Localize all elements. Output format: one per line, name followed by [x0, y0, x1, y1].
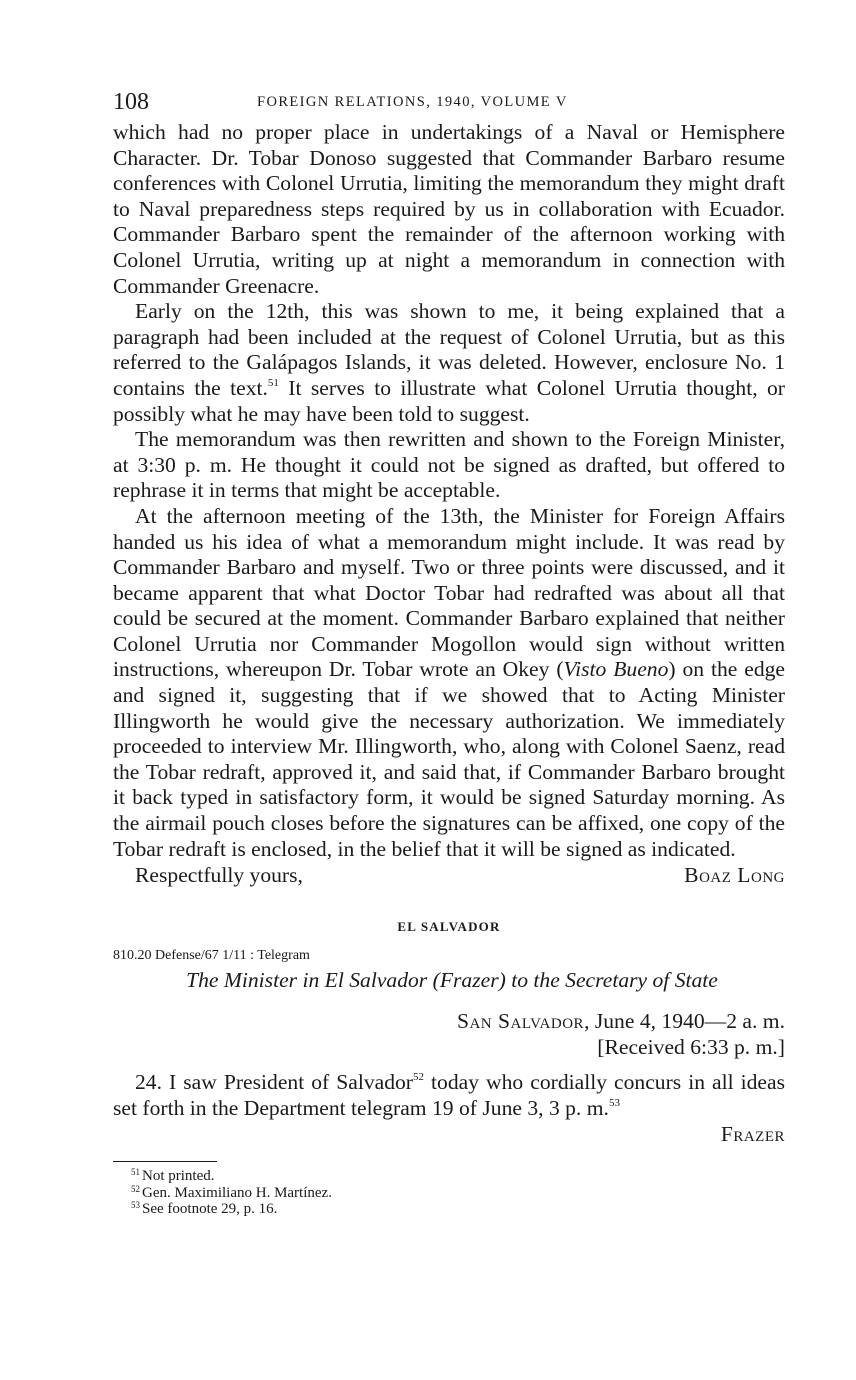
footnote-divider: [113, 1161, 217, 1162]
document-title-part1: The Minister in El Salvador (: [186, 968, 440, 993]
footnotes: [113, 1169, 785, 1219]
section-heading: EL SALVADOR: [397, 919, 501, 935]
footnote-text: See footnote 29, p. 16.: [142, 1201, 278, 1218]
document-title-name: Frazer: [439, 968, 499, 993]
footnote-51: [131, 1169, 785, 1186]
running-head: [113, 88, 785, 120]
footnote-mark: 51: [131, 1167, 140, 1178]
paragraph-2: [113, 299, 785, 427]
letter-closing: [113, 863, 785, 891]
footnote-text: Gen. Maximiliano H. Martínez.: [142, 1184, 332, 1201]
footnote-ref-53[interactable]: 53: [608, 1097, 620, 1109]
footnote-mark: 53: [131, 1200, 140, 1211]
page-number: 108: [113, 89, 149, 115]
italic-phrase: Visto Bueno: [563, 657, 669, 682]
paragraph-4-text-cont: ) on the edge and signed it, suggesting that if we showed that to Acting Minister Illingworth he would give the necessary authorization. We immediately proceeded to interview Mr. Illingworth, who, along with Colonel Saenz, read the Tobar redraft, approved it, and said that, if Commander Barbaro brought it back typed in satisfactory form, it would be signed Saturday morning. As the airmail pouch closes before the signatures can be affixed, one copy of the Tobar redraft is enclosed, in the belief that it will be signed as indicated.: [113, 657, 786, 861]
footnote-52: [131, 1183, 785, 1203]
complimentary-close: Respectfully yours,: [135, 863, 303, 888]
running-head-title: FOREIGN RELATIONS, 1940, VOLUME V: [257, 94, 568, 110]
footnote-text: Not printed.: [142, 1168, 215, 1185]
telegram-text-part2: today who cordially concurs in all ideas set forth in the Department telegram 19 of June 3, 3 p. m.: [113, 1070, 786, 1120]
paragraph-3: The memorandum was then rewritten and shown to the Foreign Minister, at 3:30 p. m. He thought it could not be signed as drafted, but offered to rephrase it in terms that might be acceptable.: [113, 427, 785, 503]
telegram-text-part1: 24. I saw President of Salvador: [135, 1070, 414, 1095]
paragraph-1: which had no proper place in undertakings of a Naval or Hemisphere Character. Dr. Tobar Donoso suggested that Commander Barbaro resume conferences with Colonel Urrutia, limiting the memorandum they might draft to Naval preparedness steps required by us in collaboration with Ecuador. Commander Barbaro spent the remainder of the afternoon working with Colonel Urrutia, writing up at night a memorandum in connection with Commander Greenacre.: [113, 120, 785, 298]
dateline-place: San Salvador: [456, 1009, 585, 1034]
paragraph-2-text-cont: It serves to illustrate what Colonel Urrutia thought, or possibly what he may have been told to suggest.: [113, 375, 785, 426]
footnote-53: [131, 1202, 785, 1219]
dateline: [113, 1009, 785, 1035]
document-title-part2: ) to the Secretary of State: [498, 968, 718, 993]
paragraph-4-text: At the afternoon meeting of the 13th, the Minister for Foreign Affairs handed us his idea of what a memorandum might include. It was read by Commander Barbaro and myself. Two or three points were discussed, and it became apparent that what Doctor Tobar had redrafted was about all that could be secured at the moment. Commander Barbaro explained that neither Colonel Urrutia nor Commander Mogollon would sign without written instructions, whereupon Dr. Tobar wrote an Okey (: [113, 503, 785, 682]
footnote-ref-52[interactable]: 52: [413, 1071, 425, 1084]
dateline-date: , June 4, 1940—2 a. m.: [584, 1009, 785, 1034]
document-page: [113, 88, 785, 1219]
paragraph-2-text: Early on the 12th, this was shown to me, it being explained that a paragraph had been included at the request of Colonel Urrutia, but as this referred to the Galápagos Islands, it was deleted. However, enclosure No. 1 contains the text.: [113, 299, 785, 400]
document-title: [113, 968, 785, 993]
signature-frazer: Frazer: [720, 1121, 785, 1146]
file-reference: 810.20 Defense/67 1/11 : Telegram: [113, 948, 310, 964]
received-note: [Received 6:33 p. m.]: [597, 1034, 785, 1059]
footnote-ref-51[interactable]: 51: [267, 376, 279, 389]
signature-long: Boaz Long: [684, 863, 785, 888]
footnote-mark: 52: [131, 1183, 140, 1194]
paragraph-4: [113, 504, 785, 862]
telegram-text: [113, 1070, 785, 1121]
